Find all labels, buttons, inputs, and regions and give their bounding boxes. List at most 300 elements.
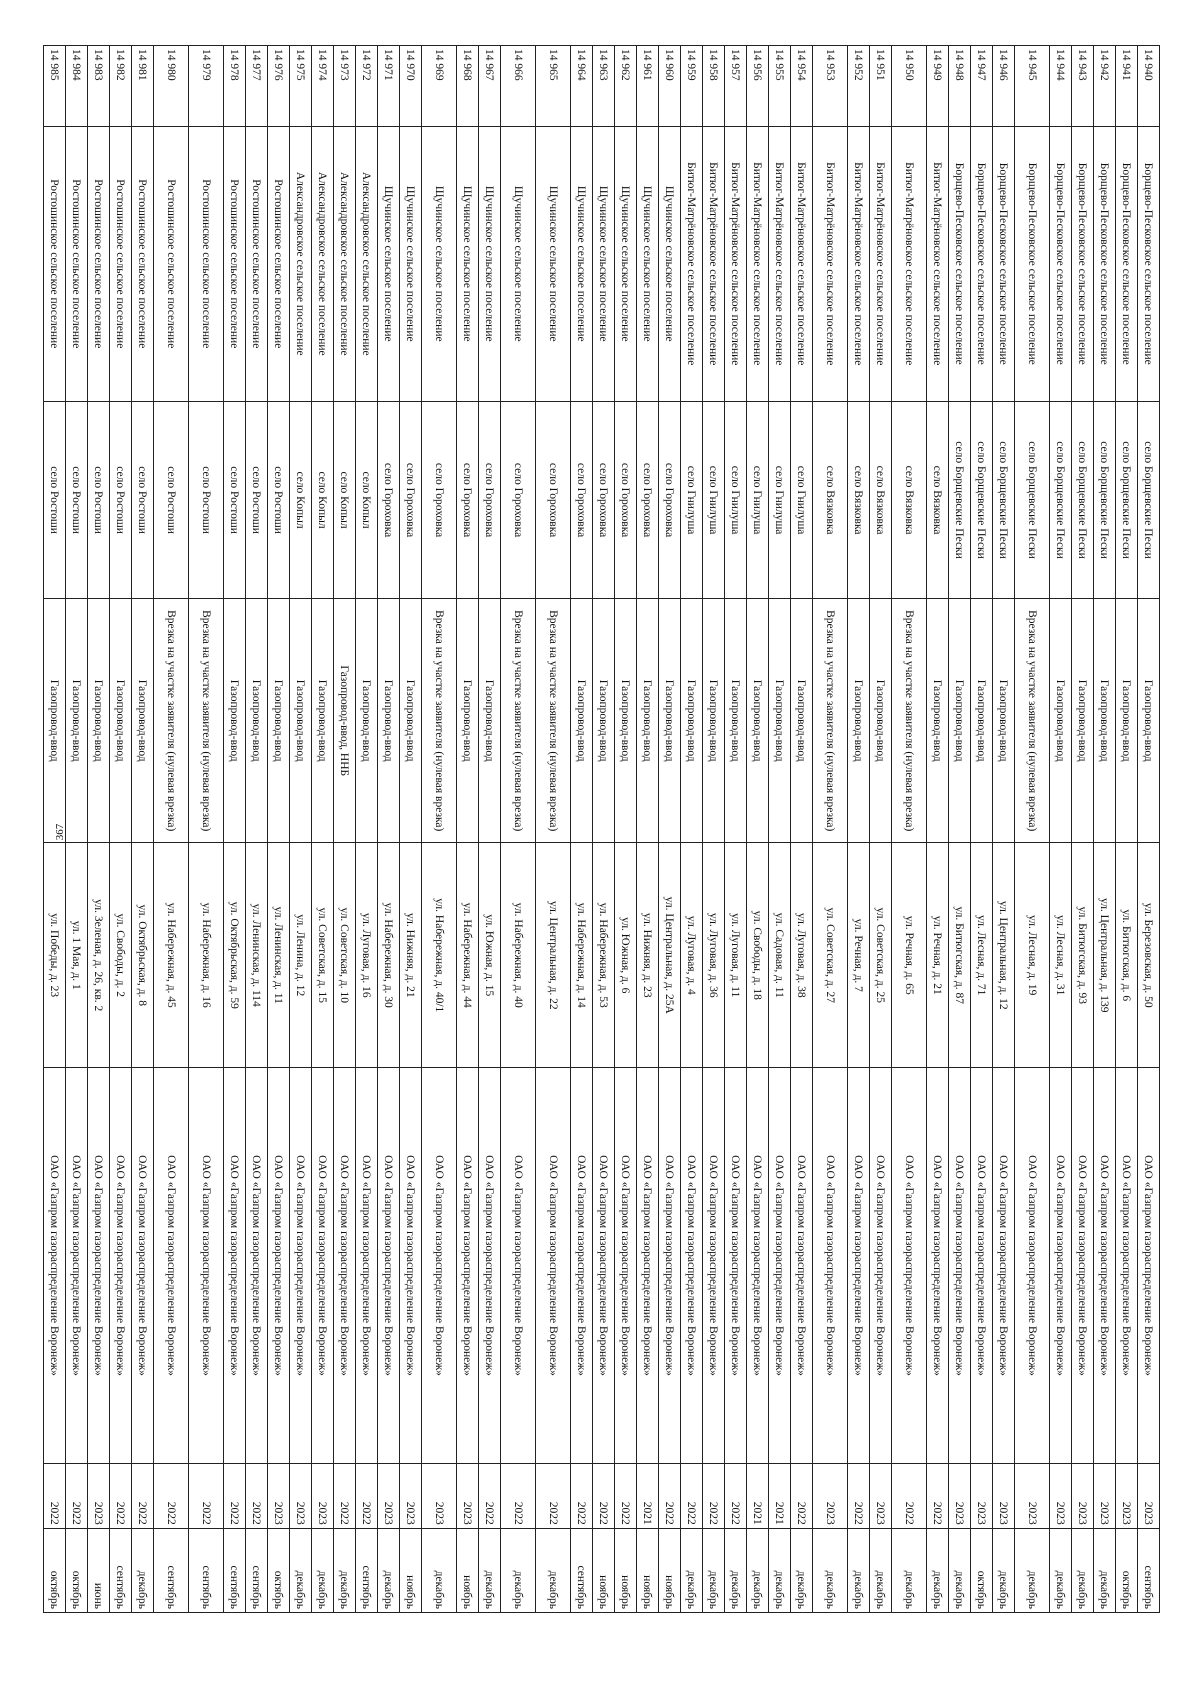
row-number-cell: 14 967 — [479, 46, 501, 127]
year-cell: 2023 — [268, 1463, 290, 1528]
month-cell: декабрь — [132, 1528, 154, 1612]
address-cell: ул. Октябрьская, д. 8 — [132, 843, 154, 1068]
table-row — [189, 46, 224, 1613]
row-number-cell: 14 979 — [189, 46, 224, 127]
settlement-cell: Борщево-Песковское сельское поселение — [971, 126, 993, 401]
object-type-cell: Газопровод-ввод — [870, 599, 892, 843]
settlement-cell: Александровское сельское поселение — [334, 126, 356, 401]
settlement-cell: Щучинское сельское поселение — [400, 126, 422, 401]
settlement-cell: Щучинское сельское поселение — [615, 126, 637, 401]
organization-cell: ОАО «Газпром газораспределение Воронеж» — [1094, 1068, 1116, 1464]
object-type-cell: Газопровод-ввод — [593, 599, 615, 843]
table-row — [769, 46, 791, 1613]
settlement-cell: Битюг-Матрёновское сельское поселение — [747, 126, 769, 401]
address-cell: ул. Набережная, д. 40 — [501, 843, 536, 1068]
object-type-cell: Газопровод-ввод — [1072, 599, 1094, 843]
row-number-cell: 14 955 — [769, 46, 791, 127]
address-cell: ул. Березовская, д. 50 — [1138, 843, 1160, 1068]
row-number-cell: 14 940 — [1138, 46, 1160, 127]
settlement-cell: Борщево-Песковское сельское поселение — [1072, 126, 1094, 401]
year-cell: 2021 — [637, 1463, 659, 1528]
locality-cell: село Борщевские Пески — [949, 401, 971, 598]
month-cell: сентябрь — [356, 1528, 378, 1612]
object-type-cell: Газопровод-ввод — [571, 599, 593, 843]
locality-cell: село Гнилуша — [703, 401, 725, 598]
organization-cell: ОАО «Газпром газораспределение Воронеж» — [971, 1068, 993, 1464]
year-cell: 2023 — [870, 1463, 892, 1528]
settlement-cell: Битюг-Матрёновское сельское поселение — [703, 126, 725, 401]
settlement-cell: Александровское сельское поселение — [290, 126, 312, 401]
settlement-cell: Битюг-Матрёновское сельское поселение — [725, 126, 747, 401]
row-number-cell: 14 945 — [1015, 46, 1050, 127]
address-cell: ул. Свободы, д. 2 — [110, 843, 132, 1068]
month-cell: декабрь — [479, 1528, 501, 1612]
locality-cell: село Вязковка — [892, 401, 927, 598]
locality-cell: село Вязковка — [813, 401, 848, 598]
organization-cell: ОАО «Газпром газораспределение Воронеж» — [132, 1068, 154, 1464]
address-cell: ул. Набережная, д. 30 — [378, 843, 400, 1068]
organization-cell: ОАО «Газпром газораспределение Воронеж» — [457, 1068, 479, 1464]
year-cell: 2023 — [1050, 1463, 1072, 1528]
address-cell: ул. Южная, д. 6 — [615, 843, 637, 1068]
month-cell: декабрь — [378, 1528, 400, 1612]
object-type-cell: Газопровод-ввод — [927, 599, 949, 843]
object-type-cell: Врезка на участке заявителя (нулевая врезка) — [1015, 599, 1050, 843]
organization-cell: ОАО «Газпром газораспределение Воронеж» — [870, 1068, 892, 1464]
row-number-cell: 14 970 — [400, 46, 422, 127]
settlement-cell: Битюг-Матрёновское сельское поселение — [892, 126, 927, 401]
object-type-cell: Газопровод-ввод — [378, 599, 400, 843]
organization-cell: ОАО «Газпром газораспределение Воронеж» — [949, 1068, 971, 1464]
address-cell: ул. Центральная, д. 22 — [536, 843, 571, 1068]
year-cell: 2023 — [1072, 1463, 1094, 1528]
table-row — [725, 46, 747, 1613]
organization-cell: ОАО «Газпром газораспределение Воронеж» — [400, 1068, 422, 1464]
object-type-cell: Газопровод-ввод — [400, 599, 422, 843]
organization-cell: ОАО «Газпром газораспределение Воронеж» — [154, 1068, 189, 1464]
year-cell: 2022 — [892, 1463, 927, 1528]
organization-cell: ОАО «Газпром газораспределение Воронеж» — [615, 1068, 637, 1464]
organization-cell: ОАО «Газпром газораспределение Воронеж» — [479, 1068, 501, 1464]
locality-cell: село Гнилуша — [681, 401, 703, 598]
object-type-cell: Газопровод-ввод — [268, 599, 290, 843]
locality-cell: село Ростоши — [132, 401, 154, 598]
object-type-cell: Газопровод-ввод — [1050, 599, 1072, 843]
organization-cell: ОАО «Газпром газораспределение Воронеж» — [571, 1068, 593, 1464]
month-cell: декабрь — [927, 1528, 949, 1612]
organization-cell: ОАО «Газпром газораспределение Воронеж» — [88, 1068, 110, 1464]
organization-cell: ОАО «Газпром газораспределение Воронеж» — [747, 1068, 769, 1464]
address-cell: ул. Речная, д. 21 — [927, 843, 949, 1068]
row-number-cell: 14 958 — [703, 46, 725, 127]
settlement-cell: Ростошинское сельское поселение — [132, 126, 154, 401]
table-row — [637, 46, 659, 1613]
row-number-cell: 14 984 — [66, 46, 88, 127]
row-number-cell: 14 952 — [848, 46, 870, 127]
object-type-cell: Газопровод-ввод — [681, 599, 703, 843]
month-cell: декабрь — [1072, 1528, 1094, 1612]
row-number-cell: 14 983 — [88, 46, 110, 127]
organization-cell: ОАО «Газпром газораспределение Воронеж» — [769, 1068, 791, 1464]
locality-cell: село Борщевские Пески — [993, 401, 1015, 598]
locality-cell: село Гнилуша — [747, 401, 769, 598]
month-cell: сентябрь — [246, 1528, 268, 1612]
table-row — [378, 46, 400, 1613]
locality-cell: село Борщевские Пески — [1094, 401, 1116, 598]
object-type-cell: Газопровод-ввод, ННБ — [334, 599, 356, 843]
month-cell: сентябрь — [189, 1528, 224, 1612]
settlement-cell: Борщево-Песковское сельское поселение — [1015, 126, 1050, 401]
organization-cell: ОАО «Газпром газораспределение Воронеж» — [536, 1068, 571, 1464]
object-type-cell: Газопровод-ввод — [949, 599, 971, 843]
address-cell: ул. Центральная, д. 139 — [1094, 843, 1116, 1068]
address-cell: ул. Ленина, д. 12 — [290, 843, 312, 1068]
table-row — [88, 46, 110, 1613]
object-type-cell: Газопровод-ввод — [769, 599, 791, 843]
address-cell: ул. Речная, д. 65 — [892, 843, 927, 1068]
settlement-cell: Ростошинское сельское поселение — [66, 126, 88, 401]
month-cell: декабрь — [334, 1528, 356, 1612]
table-row — [870, 46, 892, 1613]
row-number-cell: 14 974 — [312, 46, 334, 127]
organization-cell: ОАО «Газпром газораспределение Воронеж» — [593, 1068, 615, 1464]
settlement-cell: Ростошинское сельское поселение — [224, 126, 246, 401]
locality-cell: село Гороховка — [400, 401, 422, 598]
row-number-cell: 14 942 — [1094, 46, 1116, 127]
address-cell: ул. Южная, д. 15 — [479, 843, 501, 1068]
locality-cell: село Ростоши — [189, 401, 224, 598]
table-row — [334, 46, 356, 1613]
row-number-cell: 14 981 — [132, 46, 154, 127]
table-row — [110, 46, 132, 1613]
locality-cell: село Вязковка — [927, 401, 949, 598]
address-cell: ул. Садовая, д. 11 — [769, 843, 791, 1068]
month-cell: декабрь — [290, 1528, 312, 1612]
year-cell: 2022 — [681, 1463, 703, 1528]
table-row — [1116, 46, 1138, 1613]
object-type-cell: Врезка на участке заявителя (нулевая врезка) — [154, 599, 189, 843]
month-cell: октябрь — [1116, 1528, 1138, 1612]
month-cell: декабрь — [681, 1528, 703, 1612]
year-cell: 2023 — [1094, 1463, 1116, 1528]
address-cell: ул. Набережная, д. 14 — [571, 843, 593, 1068]
organization-cell: ОАО «Газпром газораспределение Воронеж» — [703, 1068, 725, 1464]
locality-cell: село Гнилуша — [791, 401, 813, 598]
row-number-cell: 14 959 — [681, 46, 703, 127]
year-cell: 2023 — [422, 1463, 457, 1528]
row-number-cell: 14 960 — [659, 46, 681, 127]
year-cell: 2022 — [132, 1463, 154, 1528]
table-row — [681, 46, 703, 1613]
table-row — [593, 46, 615, 1613]
month-cell: декабрь — [747, 1528, 769, 1612]
month-cell: декабрь — [993, 1528, 1015, 1612]
table-row — [312, 46, 334, 1613]
year-cell: 2023 — [400, 1463, 422, 1528]
row-number-cell: 14 980 — [154, 46, 189, 127]
organization-cell: ОАО «Газпром газораспределение Воронеж» — [290, 1068, 312, 1464]
object-type-cell: Газопровод-ввод — [747, 599, 769, 843]
locality-cell: село Гороховка — [378, 401, 400, 598]
object-type-cell: Газопровод-ввод — [791, 599, 813, 843]
year-cell: 2022 — [356, 1463, 378, 1528]
address-cell: ул. Речная, д. 7 — [848, 843, 870, 1068]
object-type-cell: Газопровод-ввод — [848, 599, 870, 843]
table-row — [536, 46, 571, 1613]
object-type-cell: Врезка на участке заявителя (нулевая врезка) — [422, 599, 457, 843]
locality-cell: село Копыл — [290, 401, 312, 598]
organization-cell: ОАО «Газпром газораспределение Воронеж» — [1072, 1068, 1094, 1464]
month-cell: декабрь — [312, 1528, 334, 1612]
table-row — [457, 46, 479, 1613]
row-number-cell: 14 948 — [949, 46, 971, 127]
address-cell: ул. Победы, д. 23 — [44, 843, 66, 1068]
address-cell: ул. Лесная, д. 31 — [1050, 843, 1072, 1068]
settlement-cell: Щучинское сельское поселение — [659, 126, 681, 401]
year-cell: 2022 — [848, 1463, 870, 1528]
month-cell: декабрь — [769, 1528, 791, 1612]
month-cell: сентябрь — [154, 1528, 189, 1612]
month-cell: декабрь — [1094, 1528, 1116, 1612]
settlement-cell: Борщево-Песковское сельское поселение — [993, 126, 1015, 401]
row-number-cell: 14 964 — [571, 46, 593, 127]
row-number-cell: 14 941 — [1116, 46, 1138, 127]
table-row — [1015, 46, 1050, 1613]
address-cell: ул. Советская, д. 27 — [813, 843, 848, 1068]
object-type-cell: Газопровод-ввод — [312, 599, 334, 843]
address-cell: ул. Набережная, д. 53 — [593, 843, 615, 1068]
organization-cell: ОАО «Газпром газораспределение Воронеж» — [993, 1068, 1015, 1464]
address-cell: ул. Луговая, д. 11 — [725, 843, 747, 1068]
row-number-cell: 14 957 — [725, 46, 747, 127]
object-type-cell: Врезка на участке заявителя (нулевая врезка) — [536, 599, 571, 843]
settlement-cell: Щучинское сельское поселение — [536, 126, 571, 401]
month-cell: декабрь — [870, 1528, 892, 1612]
table-row — [747, 46, 769, 1613]
organization-cell: ОАО «Газпром газораспределение Воронеж» — [224, 1068, 246, 1464]
row-number-cell: 14 985 — [44, 46, 66, 127]
settlement-cell: Щучинское сельское поселение — [422, 126, 457, 401]
table-row — [154, 46, 189, 1613]
organization-cell: ОАО «Газпром газораспределение Воронеж» — [378, 1068, 400, 1464]
object-type-cell: Врезка на участке заявителя (нулевая врезка) — [189, 599, 224, 843]
settlement-cell: Битюг-Матрёновское сельское поселение — [681, 126, 703, 401]
locality-cell: село Копыл — [334, 401, 356, 598]
organization-cell: ОАО «Газпром газораспределение Воронеж» — [813, 1068, 848, 1464]
organization-cell: ОАО «Газпром газораспределение Воронеж» — [927, 1068, 949, 1464]
object-type-cell: Газопровод-ввод — [356, 599, 378, 843]
object-type-cell: Газопровод-ввод — [1138, 599, 1160, 843]
object-type-cell: Газопровод-ввод — [246, 599, 268, 843]
year-cell: 2022 — [501, 1463, 536, 1528]
object-type-cell: Газопровод-ввод — [659, 599, 681, 843]
organization-cell: ОАО «Газпром газораспределение Воронеж» — [848, 1068, 870, 1464]
organization-cell: ОАО «Газпром газораспределение Воронеж» — [1050, 1068, 1072, 1464]
address-cell: ул. Советская, д. 25 — [870, 843, 892, 1068]
year-cell: 2022 — [536, 1463, 571, 1528]
object-type-cell: Газопровод-ввод — [615, 599, 637, 843]
year-cell: 2022 — [154, 1463, 189, 1528]
year-cell: 2022 — [479, 1463, 501, 1528]
object-type-cell: Газопровод-ввод — [1116, 599, 1138, 843]
settlement-cell: Битюг-Матрёновское сельское поселение — [791, 126, 813, 401]
table-row — [1072, 46, 1094, 1613]
address-cell: ул. Зеленая, д. 26, кв. 2 — [88, 843, 110, 1068]
year-cell: 2022 — [593, 1463, 615, 1528]
organization-cell: ОАО «Газпром газораспределение Воронеж» — [725, 1068, 747, 1464]
locality-cell: село Борщевские Пески — [1015, 401, 1050, 598]
settlement-cell: Борщево-Песковское сельское поселение — [949, 126, 971, 401]
gasification-schedule-table — [43, 45, 1160, 1613]
row-number-cell: 14 975 — [290, 46, 312, 127]
object-type-cell: Газопровод-ввод — [725, 599, 747, 843]
organization-cell: ОАО «Газпром газораспределение Воронеж» — [422, 1068, 457, 1464]
locality-cell: село Гороховка — [593, 401, 615, 598]
table-row — [422, 46, 457, 1613]
organization-cell: ОАО «Газпром газораспределение Воронеж» — [1116, 1068, 1138, 1464]
object-type-cell: Врезка на участке заявителя (нулевая врезка) — [501, 599, 536, 843]
table-row — [400, 46, 422, 1613]
row-number-cell: 14 953 — [813, 46, 848, 127]
year-cell: 2022 — [703, 1463, 725, 1528]
settlement-cell: Щучинское сельское поселение — [637, 126, 659, 401]
settlement-cell: Ростошинское сельское поселение — [246, 126, 268, 401]
locality-cell: село Гороховка — [501, 401, 536, 598]
address-cell: ул. Центральная, д. 25А — [659, 843, 681, 1068]
table-row — [892, 46, 927, 1613]
address-cell: ул. Свободы, д. 18 — [747, 843, 769, 1068]
locality-cell: село Ростоши — [66, 401, 88, 598]
organization-cell: ОАО «Газпром газораспределение Воронеж» — [189, 1068, 224, 1464]
settlement-cell: Битюг-Матрёновское сельское поселение — [848, 126, 870, 401]
year-cell: 2022 — [659, 1463, 681, 1528]
month-cell: октябрь — [44, 1528, 66, 1612]
row-number-cell: 14 954 — [791, 46, 813, 127]
settlement-cell: Битюг-Матрёновское сельское поселение — [813, 126, 848, 401]
address-cell: ул. Луговая, д. 38 — [791, 843, 813, 1068]
address-cell: ул. 1 Мая, д. 1 — [66, 843, 88, 1068]
organization-cell: ОАО «Газпром газораспределение Воронеж» — [681, 1068, 703, 1464]
month-cell: сентябрь — [110, 1528, 132, 1612]
organization-cell: ОАО «Газпром газораспределение Воронеж» — [110, 1068, 132, 1464]
locality-cell: село Копыл — [356, 401, 378, 598]
month-cell: сентябрь — [1138, 1528, 1160, 1612]
organization-cell: ОАО «Газпром газораспределение Воронеж» — [1138, 1068, 1160, 1464]
row-number-cell: 14 956 — [747, 46, 769, 127]
settlement-cell: Щучинское сельское поселение — [378, 126, 400, 401]
settlement-cell: Щучинское сельское поселение — [501, 126, 536, 401]
year-cell: 2023 — [312, 1463, 334, 1528]
month-cell: ноябрь — [659, 1528, 681, 1612]
month-cell: декабрь — [848, 1528, 870, 1612]
locality-cell: село Гороховка — [615, 401, 637, 598]
address-cell: ул. Битюгская, д. 93 — [1072, 843, 1094, 1068]
month-cell: декабрь — [501, 1528, 536, 1612]
month-cell: сентябрь — [571, 1528, 593, 1612]
settlement-cell: Александровское сельское поселение — [356, 126, 378, 401]
object-type-cell: Газопровод-ввод — [44, 599, 66, 843]
settlement-cell: Ростошинское сельское поселение — [154, 126, 189, 401]
month-cell: декабрь — [725, 1528, 747, 1612]
year-cell: 2022 — [110, 1463, 132, 1528]
row-number-cell: 14 976 — [268, 46, 290, 127]
year-cell: 2022 — [44, 1463, 66, 1528]
table-row — [479, 46, 501, 1613]
table-row — [132, 46, 154, 1613]
settlement-cell: Щучинское сельское поселение — [571, 126, 593, 401]
object-type-cell: Газопровод-ввод — [479, 599, 501, 843]
locality-cell: село Ростоши — [246, 401, 268, 598]
object-type-cell: Газопровод-ввод — [224, 599, 246, 843]
table-row — [501, 46, 536, 1613]
address-cell: ул. Битюгская, д. 6 — [1116, 843, 1138, 1068]
locality-cell: село Борщевские Пески — [1050, 401, 1072, 598]
object-type-cell: Газопровод-ввод — [971, 599, 993, 843]
settlement-cell: Ростошинское сельское поселение — [88, 126, 110, 401]
row-number-cell: 14 949 — [927, 46, 949, 127]
table-row — [813, 46, 848, 1613]
table-row — [66, 46, 88, 1613]
table-row — [44, 46, 66, 1613]
object-type-cell: Газопровод-ввод — [110, 599, 132, 843]
address-cell: ул. Набережная, д. 44 — [457, 843, 479, 1068]
year-cell: 2021 — [747, 1463, 769, 1528]
table-row — [703, 46, 725, 1613]
locality-cell: село Гороховка — [479, 401, 501, 598]
row-number-cell: 14 943 — [1072, 46, 1094, 127]
address-cell: ул. Советская, д. 15 — [312, 843, 334, 1068]
locality-cell: село Гороховка — [422, 401, 457, 598]
object-type-cell: Газопровод-ввод — [637, 599, 659, 843]
address-cell: ул. Центральная, д. 12 — [993, 843, 1015, 1068]
organization-cell: ОАО «Газпром газораспределение Воронеж» — [268, 1068, 290, 1464]
table-row — [1138, 46, 1160, 1613]
organization-cell: ОАО «Газпром газораспределение Воронеж» — [637, 1068, 659, 1464]
object-type-cell: Газопровод-ввод — [88, 599, 110, 843]
year-cell: 2023 — [378, 1463, 400, 1528]
row-number-cell: 14 961 — [637, 46, 659, 127]
year-cell: 2022 — [791, 1463, 813, 1528]
row-number-cell: 14 966 — [501, 46, 536, 127]
month-cell: декабрь — [422, 1528, 457, 1612]
row-number-cell: 14 972 — [356, 46, 378, 127]
locality-cell: село Гороховка — [457, 401, 479, 598]
row-number-cell: 14 971 — [378, 46, 400, 127]
organization-cell: ОАО «Газпром газораспределение Воронеж» — [312, 1068, 334, 1464]
address-cell: ул. Октябрьская, д. 59 — [224, 843, 246, 1068]
row-number-cell: 14 963 — [593, 46, 615, 127]
settlement-cell: Борщево-Песковское сельское поселение — [1094, 126, 1116, 401]
month-cell: декабрь — [703, 1528, 725, 1612]
row-number-cell: 14 950 — [892, 46, 927, 127]
object-type-cell: Врезка на участке заявителя (нулевая врезка) — [813, 599, 848, 843]
row-number-cell: 14 951 — [870, 46, 892, 127]
table-row — [356, 46, 378, 1613]
year-cell: 2022 — [725, 1463, 747, 1528]
organization-cell: ОАО «Газпром газораспределение Воронеж» — [66, 1068, 88, 1464]
address-cell: ул. Лесная, д. 71 — [971, 843, 993, 1068]
organization-cell: ОАО «Газпром газораспределение Воронеж» — [356, 1068, 378, 1464]
object-type-cell: Газопровод-ввод — [703, 599, 725, 843]
month-cell: июнь — [88, 1528, 110, 1612]
page-number: 367 — [54, 823, 66, 841]
table-row — [927, 46, 949, 1613]
month-cell: декабрь — [791, 1528, 813, 1612]
year-cell: 2022 — [224, 1463, 246, 1528]
settlement-cell: Ростошинское сельское поселение — [189, 126, 224, 401]
object-type-cell: Газопровод-ввод — [132, 599, 154, 843]
organization-cell: ОАО «Газпром газораспределение Воронеж» — [791, 1068, 813, 1464]
